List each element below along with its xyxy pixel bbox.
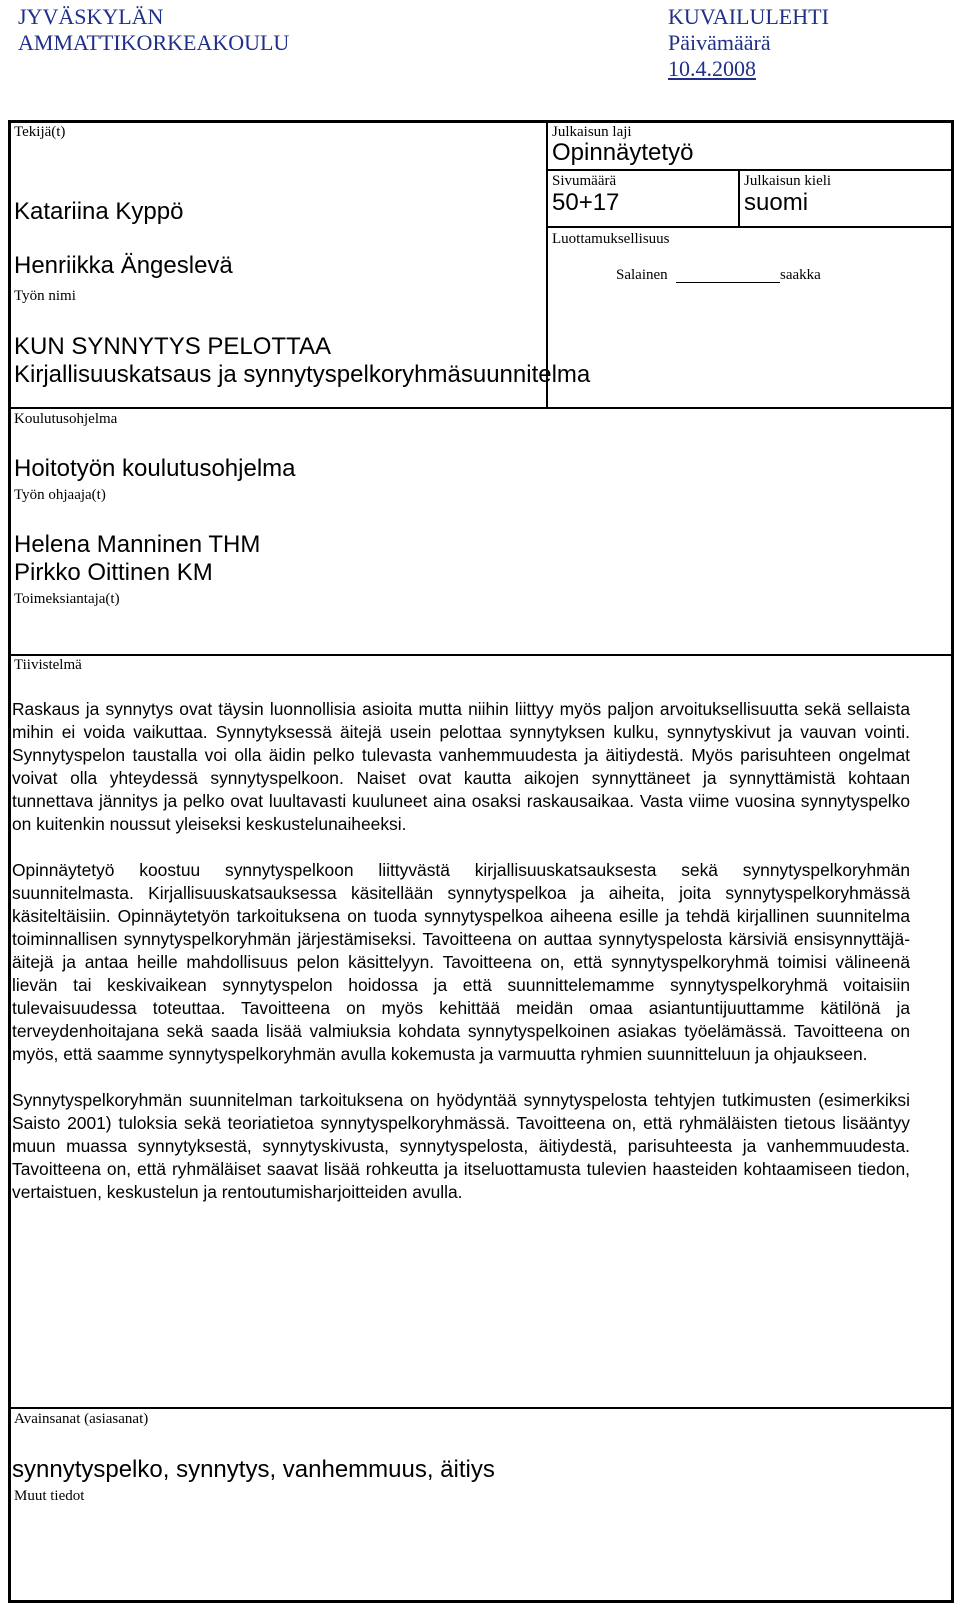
organization-line-2: AMMATTIKORKEAKOULU — [18, 30, 290, 55]
thesis-subtitle: Kirjallisuuskatsaus ja synnytyspelkoryhmäsuunnitelma — [14, 361, 591, 388]
publication-type-label: Julkaisun laji — [552, 124, 632, 140]
until-label: saakka — [780, 267, 821, 283]
thesis-title — [14, 333, 590, 389]
secret-until-line — [676, 282, 780, 283]
pages-label: Sivumäärä — [552, 173, 617, 189]
supervisor-name: Pirkko Oittinen KM — [14, 559, 213, 586]
secret-label: Salainen — [616, 267, 668, 283]
thesis-title-line-1: KUN SYNNYTYS PELOTTAA — [14, 333, 331, 360]
organization-name — [18, 4, 289, 56]
keywords-label: Avainsanat (asiasanat) — [14, 1411, 149, 1427]
authors-label: Tekijä(t) — [14, 124, 66, 140]
abstract-paragraph: Raskaus ja synnytys ovat täysin luonnollisia asioita mutta niihin liittyy myös paljon arvoituksellisuutta sekä sellaista mihin ei voida vaikuttaa. Synnytyksessä äitejä usein pelottaa synnytyksen kulku, synnytyskivut ja vauvan vointi. Synnytyspelon taustalla voi olla äidin pelko tulevasta vanhemmuudesta ja äitiydestä. Myös parisuhteen ongelmat voivat olla yhteydessä synnytyspelkoon. Naiset ovat kautta aikojen synnyttäneet ja synnyttämistä kohtaan tunnettava jännitys ja pelko ovat luultavasti kuuluneet aina osaksi raskausaikaa. Vasta viime vuosina synnytyspelko on kuitenkin noussut yleiseksi keskustelunaiheeksi. — [12, 699, 910, 834]
divider-confidentiality — [546, 226, 952, 228]
programme-label: Koulutusohjelma — [14, 411, 118, 427]
divider-keywords — [10, 1407, 952, 1409]
abstract-paragraph: Opinnäytetyö koostuu synnytyspelkoon liittyvästä kirjallisuuskatsauksesta sekä synnytyspelkoryhmän suunnitelmasta. Kirjallisuuskatsauksessa käsitellään synnytyspelkoa ja aiheita, joita synnytyspelkoryhmässä käsiteltäisiin. Opinnäytetyön tarkoituksena on tuoda synnytyspelkoa aiheena esille ja tehdä kirjallinen suunnitelma toiminnallisen synnytyspelkoryhmän järjestämiseksi. Tavoitteena on auttaa synnytyspelosta kärsiviä ensisynnyttäjä-äitejä ja antaa heille mahdollisuus pelon käsittelyyn. Tavoitteena on, että synnytyspelkoryhmä toimisi välineenä lievän tai keskivaikean synnytyspelon hoidossa ja että suunnittelemamme synnytyspelkoryhmä voitaisiin tulevaisuudessa toteuttaa. Tavoitteena on myös kehittää meidän omaa asiantuntijuuttamme kätilönä ja terveydenhoitajana sekä saada lisää valmiuksia kohdata synnytyspelkoinen asiakas työelämässä. Tavoitteena on myös, että saamme synnytyspelkoryhmän avulla kokemusta ja varmuutta ryhmien suunnitteluun ja ohjaukseen. — [12, 860, 910, 1064]
supervisors-label: Työn ohjaaja(t) — [14, 487, 106, 503]
supervisor-name: Helena Manninen THM — [14, 531, 261, 558]
author-name: Henriikka Ängeslevä — [14, 252, 233, 279]
supervisor-names — [14, 531, 260, 587]
abstract-paragraph: Synnytyspelkoryhmän suunnitelman tarkoituksena on hyödyntää synnytyspelosta tehtyjen tutkimusten (esimerkiksi Saisto 2001) tuloksia sekä teoriatietoa synnytyspelkoryhmässä. Tavoitteena on, että ryhmäläisten tietous lisääntyy muun muassa synnytyksestä, synnytyskivusta, synnytyspelosta, äitiydestä, parisuhteesta ja vanhemmuudesta. Tavoitteena on, että ryhmäläiset saavat lisää rohkeutta ja itseluottamusta tulevien haasteiden kohtaamiseen tiedon, vertaistuen, keskustelun ja rentoutumisharjoitteiden avulla. — [12, 1090, 910, 1202]
pages-value: 50+17 — [552, 189, 620, 216]
document-type: KUVAILULEHTI — [668, 4, 829, 29]
author-name: Katariina Kyppö — [14, 198, 184, 225]
divider-pages-language — [738, 169, 740, 227]
document-header-right — [668, 4, 829, 82]
divider-programme — [10, 407, 952, 409]
title-label: Työn nimi — [14, 288, 76, 304]
keywords-value: synnytyspelko, synnytys, vanhemmuus, äitiys — [12, 1456, 495, 1483]
confidentiality-label: Luottamuksellisuus — [552, 231, 670, 247]
publication-type-value: Opinnäytetyö — [552, 139, 694, 166]
divider-pages — [546, 169, 952, 171]
commissioner-label: Toimeksiantaja(t) — [14, 591, 120, 607]
abstract-label: Tiivistelmä — [14, 657, 82, 673]
organization-line-1: JYVÄSKYLÄN — [18, 4, 164, 29]
divider-abstract — [10, 654, 952, 656]
other-info-label: Muut tiedot — [14, 1488, 85, 1504]
date-label: Päivämäärä — [668, 30, 771, 55]
programme-value: Hoitotyön koulutusohjelma — [14, 455, 296, 482]
language-value: suomi — [744, 189, 809, 216]
abstract-body — [12, 698, 910, 1227]
language-label: Julkaisun kieli — [744, 173, 832, 189]
date-value: 10.4.2008 — [668, 56, 756, 81]
